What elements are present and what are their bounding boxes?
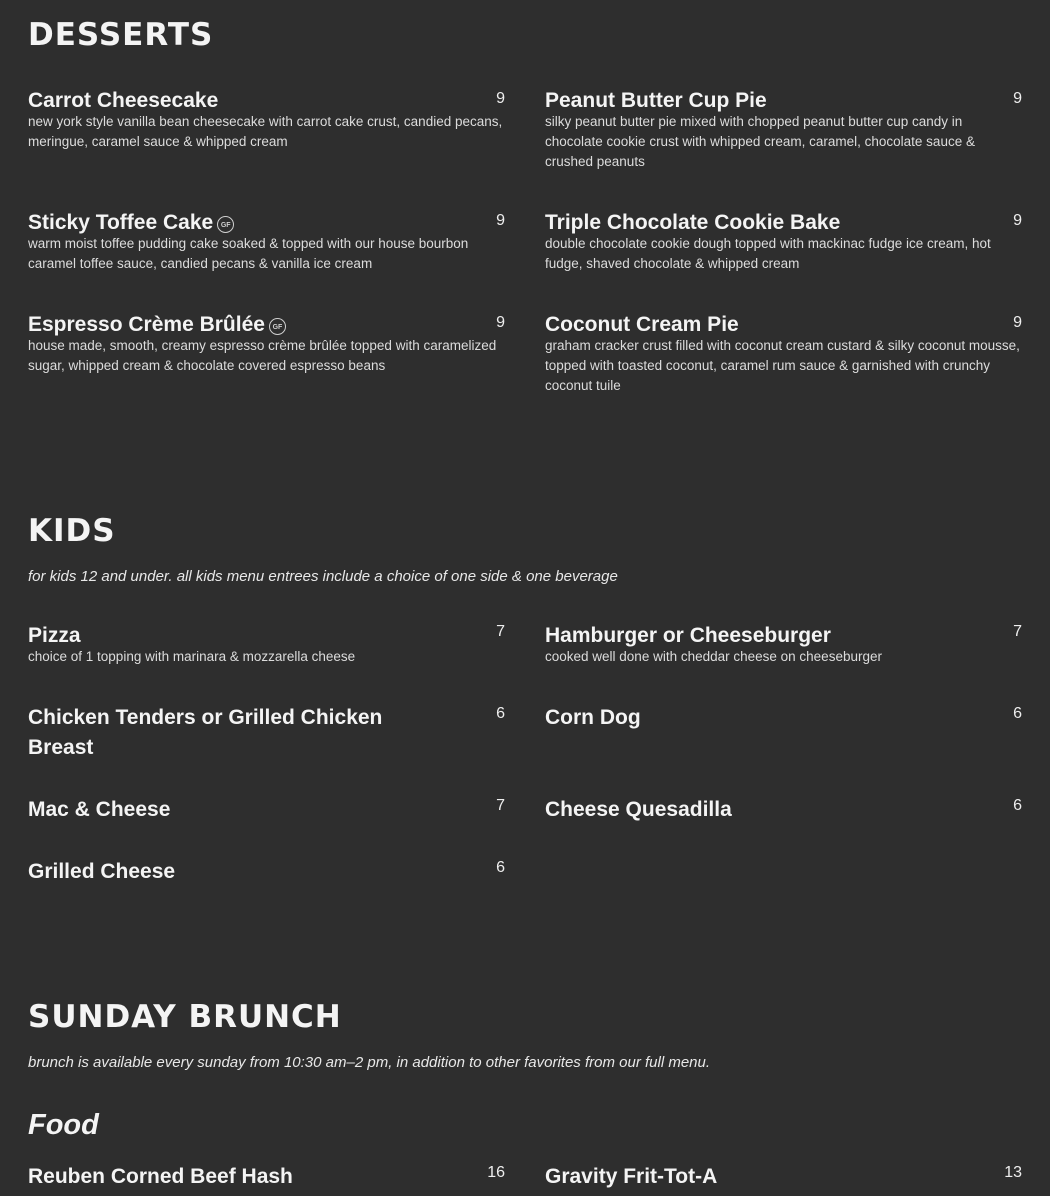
item-price: 6 [1013,705,1022,722]
item-price: 9 [1013,212,1022,229]
item-price: 16 [487,1164,505,1181]
menu-item-espresso-creme-brulee [28,310,505,376]
item-price: 9 [496,314,505,331]
item-name: Triple Chocolate Cookie Bake [545,211,841,234]
menu-item-peanut-butter-cup-pie [545,86,1022,172]
item-name-text: Espresso Crème Brûlée [28,313,265,336]
menu-item-mac-and-cheese [28,795,505,825]
kids-heading: KIDS [28,513,116,549]
gluten-free-icon: GF [269,318,286,335]
menu-item-triple-chocolate-cookie-bake [545,208,1022,274]
item-name: Hamburger or Cheeseburger [545,624,831,647]
item-price: 7 [496,623,505,640]
item-description: cooked well done with cheddar cheese on cheeseburger [545,649,882,664]
item-name: Mac & Cheese [28,798,171,821]
menu-item-carrot-cheesecake [28,86,505,152]
item-price: 9 [1013,90,1022,107]
menu-item-reuben-corned-beef-hash [28,1162,505,1192]
menu-item-sticky-toffee-cake [28,208,505,274]
kids-note: for kids 12 and under. all kids menu entrees include a choice of one side & one beverage [28,568,618,585]
item-description: warm moist toffee pudding cake soaked & topped with our house bourbon caramel toffee sauce, candied pecans & vanilla ice cream [28,236,469,271]
item-description: double chocolate cookie dough topped with mackinac fudge ice cream, hot fudge, shaved chocolate & whipped cream [545,236,991,271]
gluten-free-icon: GF [217,216,234,233]
item-price: 7 [496,797,505,814]
item-description: choice of 1 topping with marinara & mozzarella cheese [28,649,356,664]
menu-item-coconut-cream-pie [545,310,1022,396]
item-name: Peanut Butter Cup Pie [545,89,767,112]
item-description: house made, smooth, creamy espresso crème brûlée topped with caramelized sugar, whipped cream & chocolate covered espresso beans [28,338,497,373]
item-name: Chicken Tenders or Grilled Chicken Breast [28,706,383,759]
item-price: 6 [496,705,505,722]
item-price: 13 [1004,1164,1022,1181]
item-name: Cheese Quesadilla [545,798,732,821]
item-name: Reuben Corned Beef Hash [28,1165,293,1188]
item-name: Grilled Cheese [28,860,176,883]
menu-item-gravity-frit-tot-a [545,1162,1022,1192]
food-subheading: Food [28,1109,99,1141]
item-price: 6 [496,859,505,876]
item-name: Coconut Cream Pie [545,313,739,336]
item-price: 6 [1013,797,1022,814]
item-name: Gravity Frit-Tot-A [545,1165,718,1188]
menu-item-corn-dog [545,703,1022,733]
menu-item-cheese-quesadilla [545,795,1022,825]
item-name-text: Sticky Toffee Cake [28,211,214,234]
item-price: 9 [496,212,505,229]
menu-item-chicken-tenders [28,703,505,763]
item-name: Corn Dog [545,706,641,729]
menu-item-hamburger [545,621,1022,667]
item-name: Pizza [28,624,81,647]
desserts-heading: DESSERTS [28,17,214,53]
menu-item-grilled-cheese [28,857,505,887]
item-description: new york style vanilla bean cheesecake with carrot cake crust, candied pecans, meringue, caramel sauce & whipped cream [28,114,503,149]
item-description: silky peanut butter pie mixed with chopped peanut butter cup candy in chocolate cookie crust with whipped cream, caramel, chocolate sauce & crushed peanuts [545,114,975,169]
item-description: graham cracker crust filled with coconut cream custard & silky coconut mousse, topped with toasted coconut, caramel rum sauce & garnished with crunchy coconut tuile [545,338,1020,393]
item-price: 7 [1013,623,1022,640]
brunch-note: brunch is available every sunday from 10:30 am–2 pm, in addition to other favorites from our full menu. [28,1054,711,1071]
item-name: Carrot Cheesecake [28,89,219,112]
menu-item-pizza [28,621,505,667]
sunday-brunch-heading: SUNDAY BRUNCH [28,999,342,1035]
item-price: 9 [496,90,505,107]
item-price: 9 [1013,314,1022,331]
